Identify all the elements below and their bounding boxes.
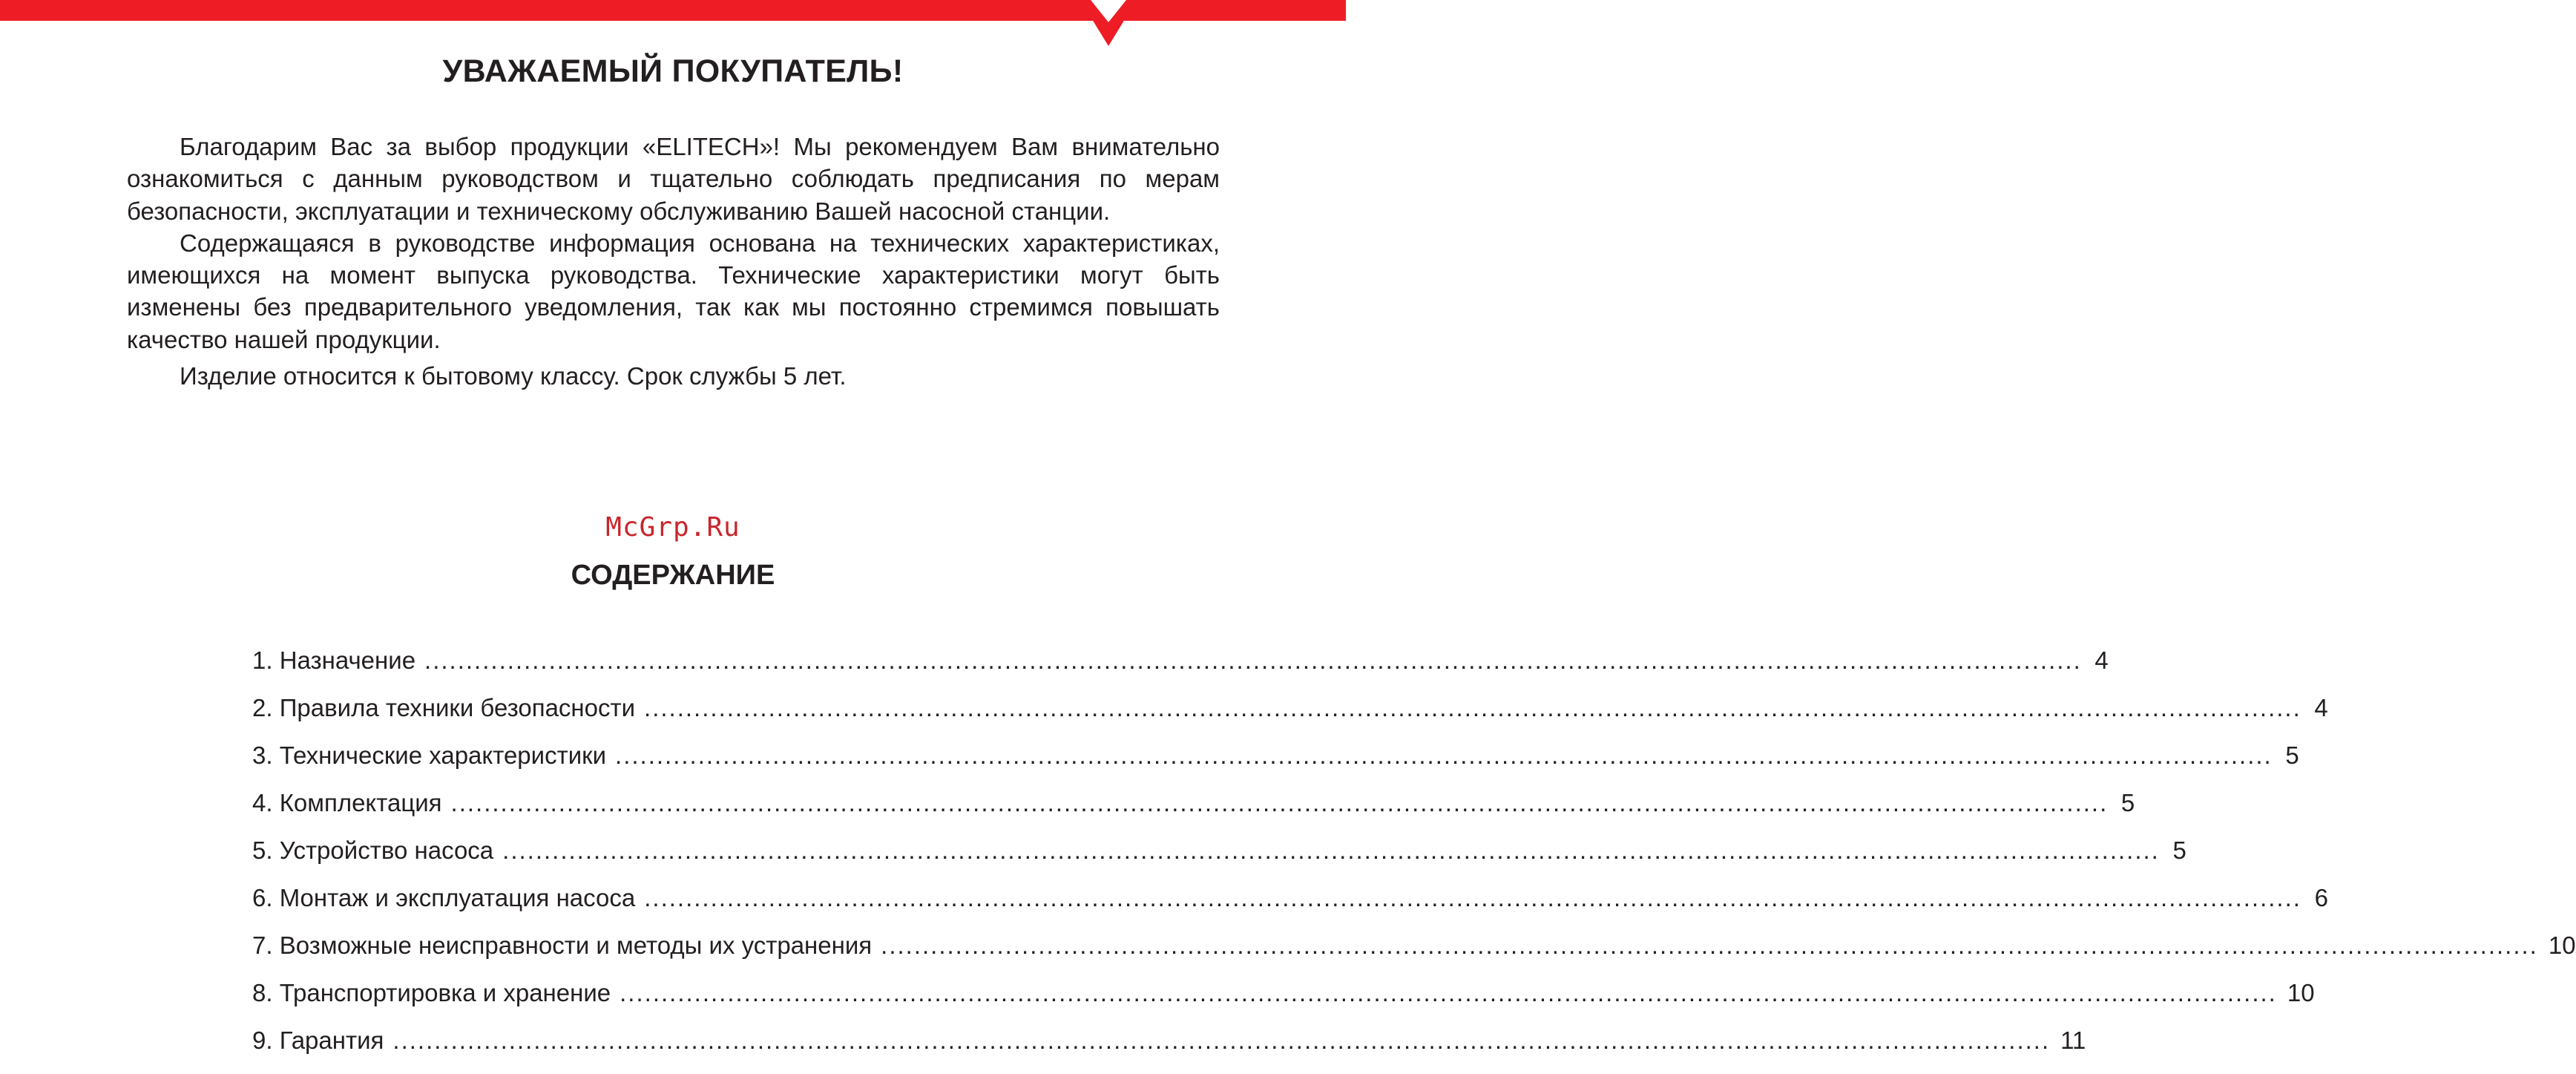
toc-item-label: 3. Технические характеристики: [252, 741, 607, 769]
toc-item[interactable]: [252, 789, 2135, 836]
toc-item[interactable]: [252, 979, 2315, 1026]
dot-leader: ........................................................................................................................................................................................................: [450, 789, 2109, 816]
intro-text: [127, 131, 1220, 392]
toc-item[interactable]: [252, 884, 2328, 931]
toc-item-label: 9. Гарантия: [252, 1026, 384, 1054]
toc-item-page: 11: [2060, 1026, 2086, 1054]
dot-leader: ........................................................................................................................................................................................................: [502, 836, 2160, 864]
toc-item-page: 5: [2120, 789, 2135, 816]
toc-item[interactable]: [252, 836, 2186, 884]
watermark-text: McGrp.Ru: [605, 512, 740, 543]
greeting-title: УВАЖАЕМЫЙ ПОКУПАТЕЛЬ!: [442, 53, 904, 89]
dot-leader: ........................................................................................................................................................................................................: [620, 979, 2277, 1006]
toc-item-label: 5. Устройство насоса: [252, 836, 494, 864]
toc-item[interactable]: [252, 741, 2299, 789]
intro-paragraph: Благодарим Вас за выбор продукции «ELITECH»! Мы рекомендуем Вам внимательно ознакомиться с данным руководством и тщательно соблюдать предписания по мерам безопасности, эксплуатации и техническому обслуживанию Вашей насосной станции.: [127, 133, 1220, 225]
toc-item[interactable]: [252, 1026, 2086, 1074]
toc-item-page: 10: [2287, 979, 2315, 1006]
table-of-contents: [252, 646, 2576, 1074]
toc-item-label: 2. Правила техники безопасности: [252, 694, 636, 721]
toc-item-page: 6: [2314, 884, 2328, 911]
toc-item-page: 5: [2172, 836, 2186, 864]
dot-leader: ........................................................................................................................................................................................................: [615, 741, 2273, 769]
toc-item-page: 4: [2094, 646, 2109, 674]
toc-title: СОДЕРЖАНИЕ: [571, 560, 775, 591]
dot-leader: ........................................................................................................................................................................................................: [644, 694, 2301, 721]
dot-leader: ........................................................................................................................................................................................................: [424, 646, 2082, 674]
dot-leader: ........................................................................................................................................................................................................: [881, 931, 2538, 959]
intro-paragraph: Содержащаяся в руководстве информация основана на технических характеристиках, имеющихся на момент выпуска руководства. Технические характеристики могут быть изменены без предварительного уведомления, так как мы постоянно стремимся повышать качество нашей продукции.: [127, 229, 1220, 353]
toc-item-label: 8. Транспортировка и хранение: [252, 979, 611, 1006]
intro-paragraph: Изделие относится к бытовому классу. Срок службы 5 лет.: [180, 362, 847, 390]
toc-item-label: 6. Монтаж и эксплуатация насоса: [252, 884, 636, 911]
toc-item[interactable]: [252, 646, 2109, 694]
toc-item[interactable]: [252, 694, 2328, 741]
dot-leader: ........................................................................................................................................................................................................: [392, 1026, 2051, 1054]
toc-item-page: 10: [2548, 931, 2576, 959]
top-accent-bar: [0, 0, 1346, 21]
toc-item-page: 4: [2314, 694, 2328, 721]
toc-item-page: 5: [2285, 741, 2299, 769]
dot-leader: ........................................................................................................................................................................................................: [644, 884, 2301, 911]
chevron-down-icon: [1080, 0, 1137, 46]
toc-item-label: 4. Комплектация: [252, 789, 442, 816]
toc-item-label: 7. Возможные неисправности и методы их устранения: [252, 931, 873, 959]
toc-item-label: 1. Назначение: [252, 646, 416, 674]
toc-item[interactable]: [252, 931, 2576, 979]
